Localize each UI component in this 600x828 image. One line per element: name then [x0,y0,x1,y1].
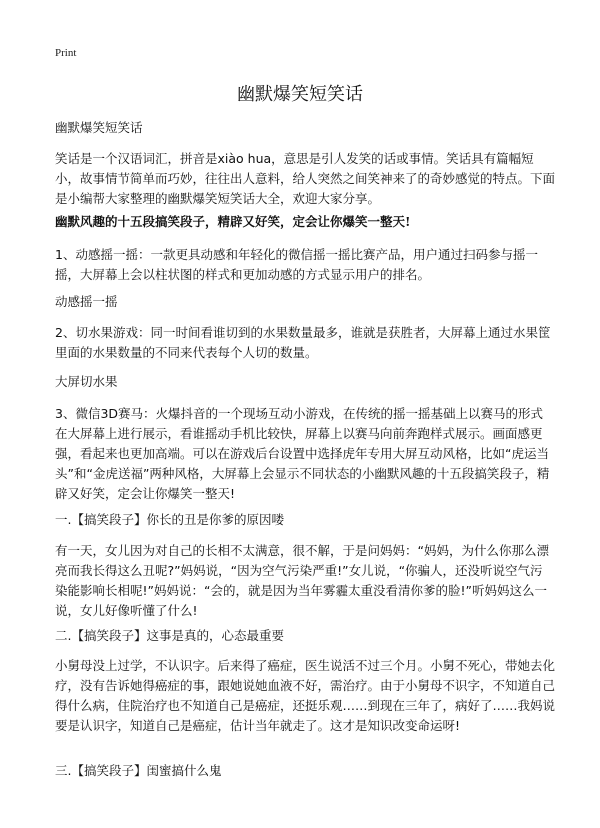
article-subtitle: 幽默爆笑短笑话 [55,120,143,135]
joke-3-heading: 三.【搞笑段子】闺蜜搞什么鬼 [55,763,222,778]
print-link[interactable]: Print [55,47,77,59]
page-title: 幽默爆笑短笑话 [237,84,363,105]
item-1-paragraph: 1、动感摇一摇：一款更具动感和年轻化的微信摇一摇比赛产品，用户通过扫码参与摇一摇，大屏幕上会以柱状图的样式和更加动感的方式显示用户的排名。 [55,247,538,282]
joke-1-heading: 一.【搞笑段子】你长的丑是你爹的原因喽 [55,512,284,527]
intro-paragraph: 笑话是一个汉语词汇，拼音是xiào hua，意思是引人发笑的话或事情。笑话具有篇幅短小，故事情节简单而巧妙，往往出人意料，给人突然之间笑神来了的奇妙感觉的特点。下面是小编帮大家整理的幽默爆笑短笑话大全，欢迎大家分享。 [55,151,556,206]
lead-paragraph: 幽默风趣的十五段搞笑段子，精辟又好笑，定会让你爆笑一整天! [55,214,411,229]
joke-2-body: 小舅母没上过学，不认识字。后来得了癌症，医生说活不过三个月。小舅不死心，带她去化疗，没有告诉她得癌症的事，跟她说她血液不好，需治疗。由于小舅母不识字，不知道自己得什么病，住院治疗也不知道自己是癌症，还挺乐观……到现在三年了，病好了……我妈说要是认识字，知道自己是癌症，估计当年就走了。这才是知识改变命运呀! [55,658,556,733]
item-3-paragraph: 3、微信3D赛马：火爆抖音的一个现场互动小游戏，在传统的摇一摇基础上以赛马的形式在大屏幕上进行展示，看谁摇动手机比较快，屏幕上以赛马向前奔跑样式展示。画面感更强，看起来也更加高端。可以在游戏后台设置中选择虎年专用大屏互动风格，比如“虎运当头”和“金虎送福”两种风格，大屏幕上会显示不同状态的小幽默风趣的十五段搞笑段子，精辟又好笑，定会让你爆笑一整天! [55,406,550,501]
item-2-paragraph: 2、切水果游戏：同一时间看谁切到的水果数量最多，谁就是获胜者，大屏幕上通过水果筐里面的水果数量的不同来代表每个人切的数量。 [55,325,551,360]
item-2-caption: 大屏切水果 [55,374,118,389]
item-1-caption: 动感摇一摇 [55,294,118,309]
joke-2-heading: 二.【搞笑段子】这事是真的，心态最重要 [55,628,284,643]
joke-1-body: 有一天，女儿因为对自己的长相不太满意，很不解，于是问妈妈：“妈妈，为什么你那么漂亮而我长得这么丑呢?”妈妈说，“因为空气污染严重!”女儿说，“你骗人，还没听说空气污染能影响长相呢!”妈妈说：“会的，就是因为当年雾霾太重没看清你爹的脸!”听妈妈这么一说，女儿好像听懂了什么! [55,543,549,618]
